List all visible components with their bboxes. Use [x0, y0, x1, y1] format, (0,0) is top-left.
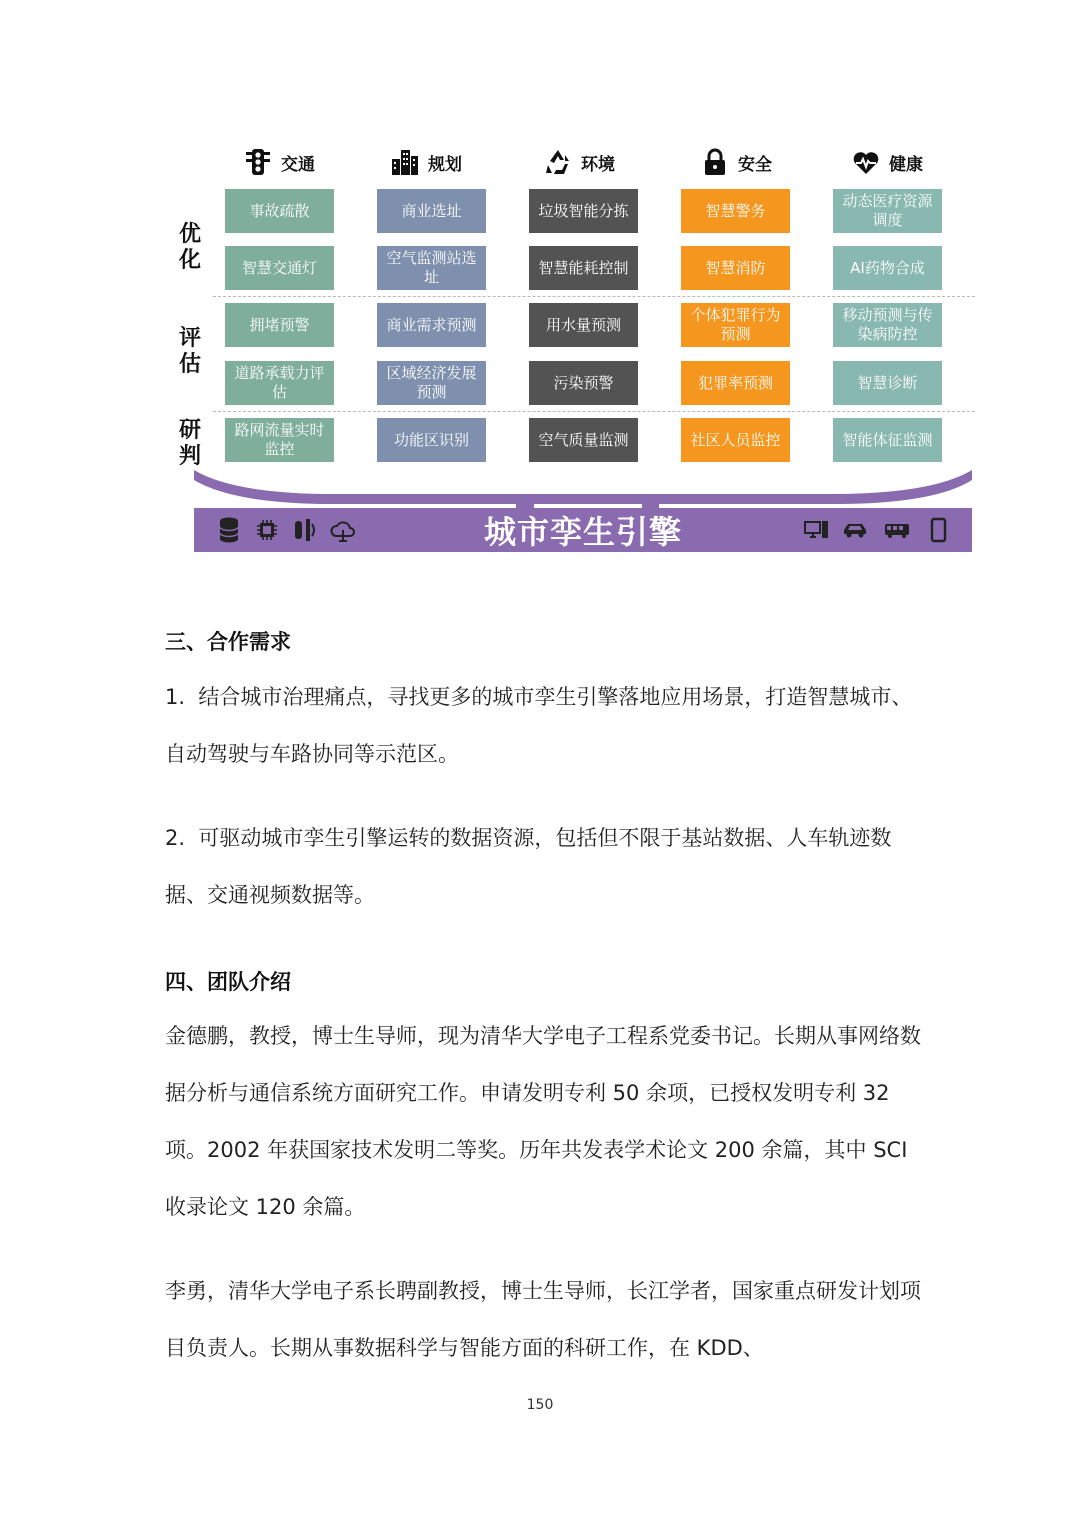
section-title-cooperation: 三、合作需求 [165, 630, 291, 654]
engine-title: 城市孪生引擎 [483, 513, 682, 551]
tile-pollution-warning: 污染预警 [529, 361, 638, 405]
bus-icon [880, 516, 914, 544]
tile-vital-signs: 智能体征监测 [833, 418, 942, 462]
tile-smart-traffic-light: 智慧交通灯 [225, 246, 334, 290]
category-security [700, 144, 772, 180]
tile-epidemic-control: 移动预测与传染病防控 [833, 303, 942, 347]
divider [213, 411, 975, 412]
row-label-evaluate: 评估 [178, 326, 201, 377]
row-label-judge: 研判 [178, 418, 201, 469]
city-twin-engine-diagram [165, 140, 975, 560]
category-environment [543, 144, 615, 180]
page-number: 150 [526, 1397, 554, 1413]
section-title-team: 四、团队介绍 [165, 970, 291, 994]
tile-smart-firefighting: 智慧消防 [681, 246, 790, 290]
engine-icons-right [804, 516, 952, 544]
traffic-light-icon [243, 147, 273, 177]
engine-bracket [194, 468, 972, 510]
buildings-icon [390, 147, 420, 177]
heartbeat-icon [851, 147, 881, 177]
chip-icon [254, 516, 280, 544]
category-label: 安全 [738, 154, 772, 175]
engine-bar [194, 508, 972, 552]
sensor-icon [292, 516, 318, 544]
category-label: 环境 [581, 154, 615, 175]
category-health [851, 144, 923, 180]
tile-road-capacity: 道路承载力评估 [225, 361, 334, 405]
engine-icons-left [216, 516, 356, 544]
tile-community-monitoring: 社区人员监控 [681, 418, 790, 462]
divider [213, 296, 975, 297]
category-label: 规划 [428, 154, 462, 175]
tile-medical-dispatch: 动态医疗资源调度 [833, 189, 942, 233]
database-icon [216, 516, 242, 544]
car-icon [842, 516, 868, 544]
phone-icon [926, 516, 952, 544]
row-label-optimize: 优化 [178, 222, 201, 273]
category-label: 健康 [889, 154, 923, 175]
tile-energy-control: 智慧能耗控制 [529, 246, 638, 290]
tile-water-forecast: 用水量预测 [529, 303, 638, 347]
computer-icon [804, 516, 830, 544]
category-traffic [243, 144, 315, 180]
tile-air-quality: 空气质量监测 [529, 418, 638, 462]
lock-icon [700, 147, 730, 177]
tile-traffic-monitoring: 路网流量实时监控 [225, 418, 334, 462]
category-planning [390, 144, 462, 180]
tile-ai-drug-synthesis: AI药物合成 [833, 246, 942, 290]
tile-crime-behavior-forecast: 个体犯罪行为预测 [681, 303, 790, 347]
tile-economy-forecast: 区域经济发展预测 [377, 361, 486, 405]
paragraph-team-1: 金德鹏，教授，博士生导师，现为清华大学电子工程系党委书记。长期从事网络数据分析与通信系统方面研究工作。申请发明专利 50 余项，已授权发明专利 32 项。2002 年获国家技术发明二等奖。历年共发表学术论文 200 余篇，其中 SCI 收录论文 120 余篇。 [165, 1024, 921, 1219]
paragraph-cooperation-2: 2. 可驱动城市孪生引擎运转的数据资源，包括但不限于基站数据、人车轨迹数据、交通视频数据等。 [165, 826, 892, 907]
category-label: 交通 [281, 154, 315, 175]
paragraph-team-2: 李勇，清华大学电子系长聘副教授，博士生导师，长江学者，国家重点研发计划项目负责人。长期从事数据科学与智能方面的科研工作，在 KDD、 [165, 1279, 921, 1360]
cloud-icon [330, 516, 356, 544]
tile-zone-identification: 功能区识别 [377, 418, 486, 462]
tile-air-station-siting: 空气监测站选址 [377, 246, 486, 290]
tile-waste-sorting: 垃圾智能分拣 [529, 189, 638, 233]
tile-demand-forecast: 商业需求预测 [377, 303, 486, 347]
paragraph-cooperation-1: 1. 结合城市治理痛点，寻找更多的城市孪生引擎落地应用场景，打造智慧城市、自动驾驶与车路协同等示范区。 [165, 685, 913, 766]
tile-congestion-warning: 拥堵预警 [225, 303, 334, 347]
tile-smart-diagnosis: 智慧诊断 [833, 361, 942, 405]
tile-smart-policing: 智慧警务 [681, 189, 790, 233]
tile-crime-rate-forecast: 犯罪率预测 [681, 361, 790, 405]
recycle-icon [543, 147, 573, 177]
tile-accident-evacuation: 事故疏散 [225, 189, 334, 233]
tile-commercial-siting: 商业选址 [377, 189, 486, 233]
